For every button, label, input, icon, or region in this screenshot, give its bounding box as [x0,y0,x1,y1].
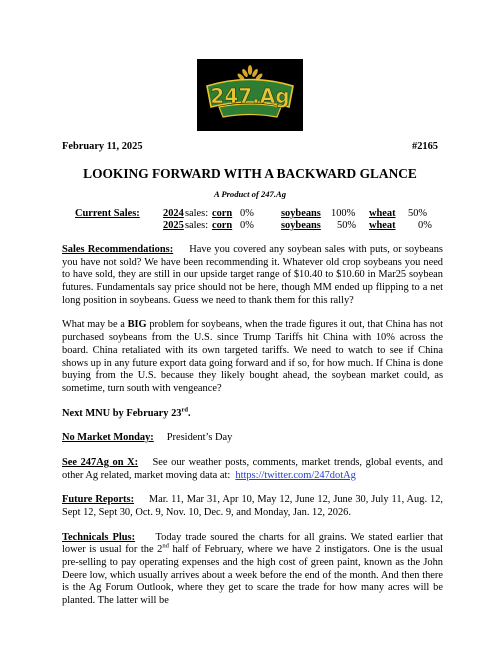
sales-recommendations-text: Have you covered any soybean sales with puts, or soybeans you have not sold? We have been recommending it. Whatever old crop soybeans you need to have sold, they are still in our upside target range of $10.40 to $10.60 in Mar25 soybean futures. Fundamentals say price should not be here, though MM ended up flipping to a net long position in soybeans. Guess we need to thank them for this rally? [62,244,443,306]
sales-word: sales: [185,220,209,231]
logo-text: 247.Ag [210,84,290,108]
page-subtitle: A Product of 247.Ag [213,189,287,199]
paragraph-text: What may be a [62,319,128,331]
issue-number: #2165 [412,141,438,152]
sales-year: 2024 [163,208,184,219]
corn-label: corn [212,208,233,219]
wheat-label: wheat [369,208,396,219]
sales-year: 2025 [163,220,184,231]
next-mnu-line [62,408,443,421]
sales-recommendations-label: Sales Recommendations: [62,244,174,255]
china-soybean-paragraph [62,319,443,395]
corn-value: 0% [240,208,254,219]
no-market-monday-text: President’s Day [166,432,233,444]
header-line [62,141,438,154]
see-247ag-text: See our weather posts, comments, market trends, global events, and other Ag related, market moving data at: [62,456,443,481]
sales-recommendations-paragraph [62,244,443,307]
ordinal-suffix: rd [181,406,188,414]
ordinal-suffix: nd [162,542,169,550]
soybeans-label: soybeans [281,220,321,231]
current-sales-label: Current Sales: [75,208,140,219]
wheat-value: 50% [408,208,428,219]
soybeans-value: 100% [331,208,356,219]
paragraph-text: Today trade soured the charts for all grains. We stated earlier that lower is usual for the 2 [62,531,443,556]
sales-row-2024 [75,208,445,220]
paragraph-text: problem for soybeans, when the trade figures it out, that China has not purchased soybeans from the U.S. since Trump Tariffs hit China with 10% across the board. China retaliated with its own targeted tariffs. We need to watch to see if China shows up in any future export data going forward and if so, for how much. If China is done buying from the U.S. because they likely bought ahead, the soybean market could, as sometime, turn south with vengeance? [62,319,443,394]
technicals-plus-paragraph [62,532,443,608]
future-reports-paragraph [62,494,443,519]
punctuation: . [187,407,191,419]
emphasis-big: BIG [127,319,147,331]
sales-word: sales: [185,208,209,219]
corn-value: 0% [240,220,254,231]
paragraph-text: half of February, where we have 2 instigators. One is the usual pre-selling to pay operating expenses and the high cost of green paint, known as the John Deere low, which usually arrives about a week before the end of the month. And then there is the Ag Forum Outlook, where they get to scare the trade for how many acres will be planted. The latter will be [62,544,444,607]
page-title: LOOKING FORWARD WITH A BACKWARD GLANCE [83,166,417,181]
next-mnu-text: Next MNU by February 23 [62,407,182,419]
current-sales-table [75,208,445,232]
future-reports-text: Mar. 11, Mar 31, Apr 10, May 12, June 12, June 30, July 11, Aug. 12, Sept 12, Sept 30, Oct. 9, Nov. 10, Dec. 9, and Monday, Jan. 12, 2026. [62,494,443,518]
issue-date: February 11, 2025 [62,141,143,152]
no-market-monday-line [62,432,443,445]
future-reports-label: Future Reports: [62,494,135,506]
wheat-value: 0% [418,220,432,231]
technicals-plus-label: Technicals Plus: [62,531,136,543]
see-247ag-label: See 247Ag on X: [62,456,139,468]
no-market-monday-label: No Market Monday: [62,432,154,444]
soybeans-value: 50% [337,220,357,231]
newsletter-body [62,244,443,620]
sales-row-2025 [75,220,445,232]
wheat-label: wheat [369,220,396,231]
see-247ag-on-x-paragraph [62,457,443,482]
logo-graphic [197,59,303,131]
soybeans-label: soybeans [281,208,321,219]
company-logo [197,59,303,131]
corn-label: corn [212,220,233,231]
twitter-link[interactable]: https://twitter.com/247dotAg [235,469,356,481]
